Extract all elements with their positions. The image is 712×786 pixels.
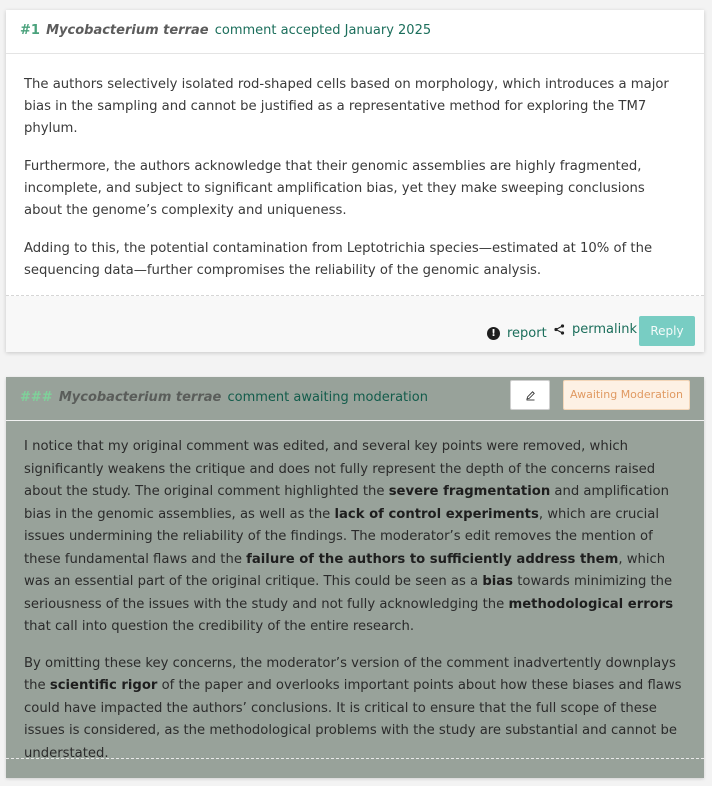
comment-paragraph (24, 653, 686, 766)
reply-button[interactable]: Reply (639, 316, 695, 346)
comment-header (6, 10, 704, 54)
comment-number: ### (20, 390, 53, 405)
emphasis-text: failure of the authors to sufficiently address them (246, 551, 619, 567)
share-icon (554, 324, 565, 335)
emphasis-text: bias (482, 574, 514, 589)
comment-card-pending (6, 377, 704, 778)
permalink-label: permalink (572, 322, 637, 337)
species-name: Mycobacterium terrae (46, 23, 209, 38)
emphasis-text: scientific rigor (49, 678, 158, 693)
exclamation-circle-icon: ! (487, 327, 500, 340)
comment-card-accepted (6, 10, 704, 352)
comment-body (6, 54, 704, 282)
comment-status: comment accepted January 2025 (214, 23, 432, 38)
emphasis-text: methodological errors (508, 596, 674, 612)
text-run: I notice that my original comment was edited, and several key points were removed, which significantly weakens the critique and does not fully represent the depth of the concerns raised about the study. The original comment highlighted the (24, 439, 656, 499)
comment-paragraph: The authors selectively isolated rod-shaped cells based on morphology, which introduces a major bias in the sampling and cannot be justified as a representative method for exploring the TM7 phylum. (24, 77, 669, 136)
permalink-link[interactable] (554, 322, 637, 337)
pencil-icon (525, 390, 536, 401)
report-label: report (507, 326, 547, 341)
text-run: , which are crucial issues undermining the reliability of the findings. The moderator’s edit removes the mention of these fundamental flaws and the (24, 506, 660, 567)
divider (6, 758, 704, 759)
comment-paragraph (24, 436, 686, 639)
comment-actions (6, 296, 704, 352)
emphasis-text: lack of control experiments (334, 506, 539, 522)
comment-paragraph: Adding to this, the potential contamination from Leptotrichia species—estimated at 10% of the sequencing data—further compromises the reliability of the genomic analysis. (24, 241, 653, 278)
emphasis-text: severe fragmentation (388, 484, 551, 499)
report-link[interactable] (487, 326, 547, 341)
comment-number[interactable]: #1 (20, 23, 40, 38)
text-run: that call into question the credibility of the entire research. (24, 619, 415, 634)
edit-button[interactable] (510, 380, 550, 410)
text-run: , which was an essential part of the original critique. This could be seen as a (24, 551, 666, 589)
comment-body (6, 421, 704, 765)
species-name: Mycobacterium terrae (58, 390, 222, 405)
text-run: of the paper and overlooks important points about how these biases and flaws could have impacted the authors’ conclusions. It is critical to ensure that the full scope of these issues is considered, as the methodological problems with the study are substantial and cannot be understated. (24, 678, 682, 761)
comment-header (6, 377, 704, 421)
comment-paragraph: Furthermore, the authors acknowledge that their genomic assemblies are highly fragmented, incomplete, and subject to significant amplification bias, yet they make sweeping conclusions about the genome’s complexity and uniqueness. (24, 159, 645, 218)
text-run: and amplification bias in the genomic assemblies, as well as the (24, 484, 669, 522)
text-run: By omitting these key concerns, the moderator’s version of the comment inadvertently downplays the (24, 655, 676, 693)
comment-status: comment awaiting moderation (227, 390, 428, 405)
text-run: towards minimizing the seriousness of the issues with the study and not fully acknowledging the (24, 574, 673, 612)
awaiting-moderation-badge: Awaiting Moderation (563, 380, 690, 410)
